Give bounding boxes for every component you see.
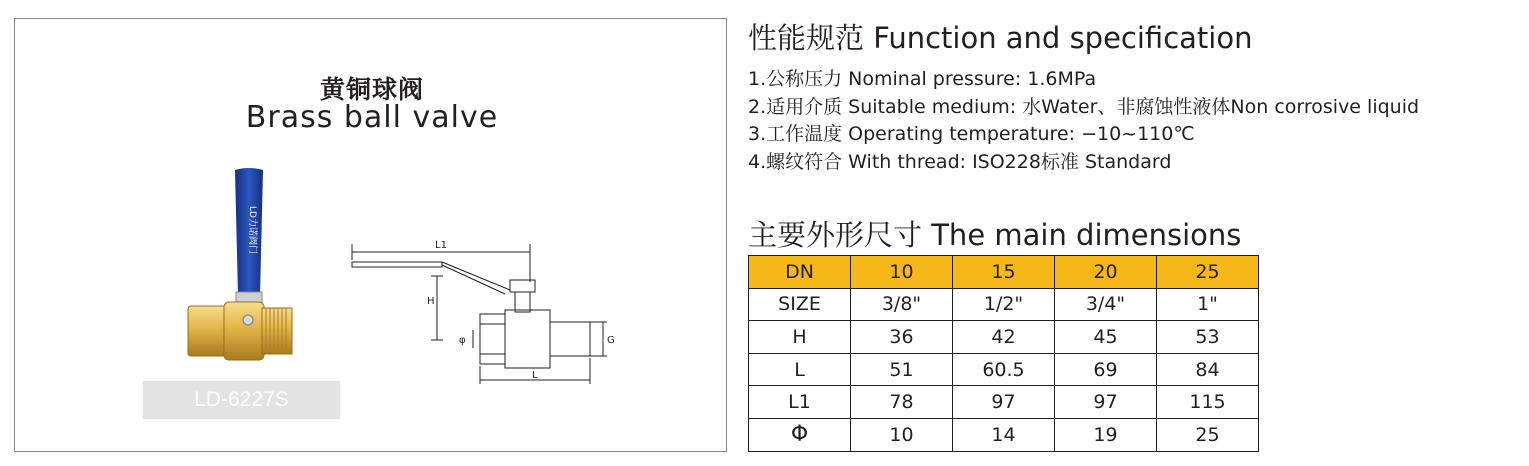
dimensions-heading: 主要外形尺寸 The main dimensions <box>748 218 1242 252</box>
table-cell: 42 <box>953 321 1055 354</box>
table-cell: 3/8" <box>851 288 953 321</box>
label-h: H <box>427 296 435 307</box>
table-cell: 19 <box>1055 418 1157 451</box>
model-badge: LD-6227S <box>143 381 340 419</box>
table-cell: 60.5 <box>953 353 1055 386</box>
table-row <box>749 418 1259 451</box>
table-cell: H <box>749 321 851 354</box>
label-phi: φ <box>459 335 466 346</box>
spec-item: 2.适用介质 Suitable medium: 水Water、非腐蚀性液体Non corrosive liquid <box>748 95 1420 118</box>
technical-drawing <box>345 232 615 392</box>
table-cell: 36 <box>851 321 953 354</box>
table-cell: 1/2" <box>953 288 1055 321</box>
table-cell: 1" <box>1157 288 1259 321</box>
product-title-en: Brass ball valve <box>245 100 499 135</box>
table-cell: L1 <box>749 386 851 419</box>
spec-item: 3.工作温度 Operating temperature: −10~110℃ <box>748 123 1195 145</box>
header-cell: 25 <box>1157 256 1259 289</box>
table-cell: 69 <box>1055 353 1157 386</box>
spec-heading: 性能规范 Function and specification <box>748 21 1253 55</box>
table-cell: 3/4" <box>1055 288 1157 321</box>
handle-mark: LD力诺阀门 <box>247 206 257 254</box>
table-row <box>749 386 1259 419</box>
spec-item: 4.螺纹符合 With thread: ISO228标准 Standard <box>748 150 1172 173</box>
table-cell: SIZE <box>749 288 851 321</box>
header-cell: 15 <box>953 256 1055 289</box>
table-cell: Φ <box>749 418 851 451</box>
table-cell: 84 <box>1157 353 1259 386</box>
product-title-cn: 黄铜球阀 <box>319 75 424 104</box>
table-cell: 45 <box>1055 321 1157 354</box>
table-cell: 53 <box>1157 321 1259 354</box>
table-cell: 115 <box>1157 386 1259 419</box>
table-cell: 97 <box>953 386 1055 419</box>
table-cell: 25 <box>1157 418 1259 451</box>
spec-list <box>748 66 1419 176</box>
table-cell: 14 <box>953 418 1055 451</box>
spec-item: 1.公称压力 Nominal pressure: 1.6MPa <box>748 68 1097 90</box>
table-row <box>749 353 1259 386</box>
label-g: G <box>607 335 615 346</box>
table-row <box>749 288 1259 321</box>
table-cell: 51 <box>851 353 953 386</box>
header-cell: 10 <box>851 256 953 289</box>
dimensions-table <box>748 255 1259 452</box>
header-cell: DN <box>749 256 851 289</box>
table-cell: L <box>749 353 851 386</box>
label-l: L <box>532 370 538 381</box>
table-row <box>749 321 1259 354</box>
header-cell: 20 <box>1055 256 1157 289</box>
label-l1: L1 <box>435 240 447 251</box>
valve-photo <box>180 166 300 361</box>
table-cell: 10 <box>851 418 953 451</box>
table-cell: 97 <box>1055 386 1157 419</box>
table-cell: 78 <box>851 386 953 419</box>
table-header-row <box>749 256 1259 289</box>
